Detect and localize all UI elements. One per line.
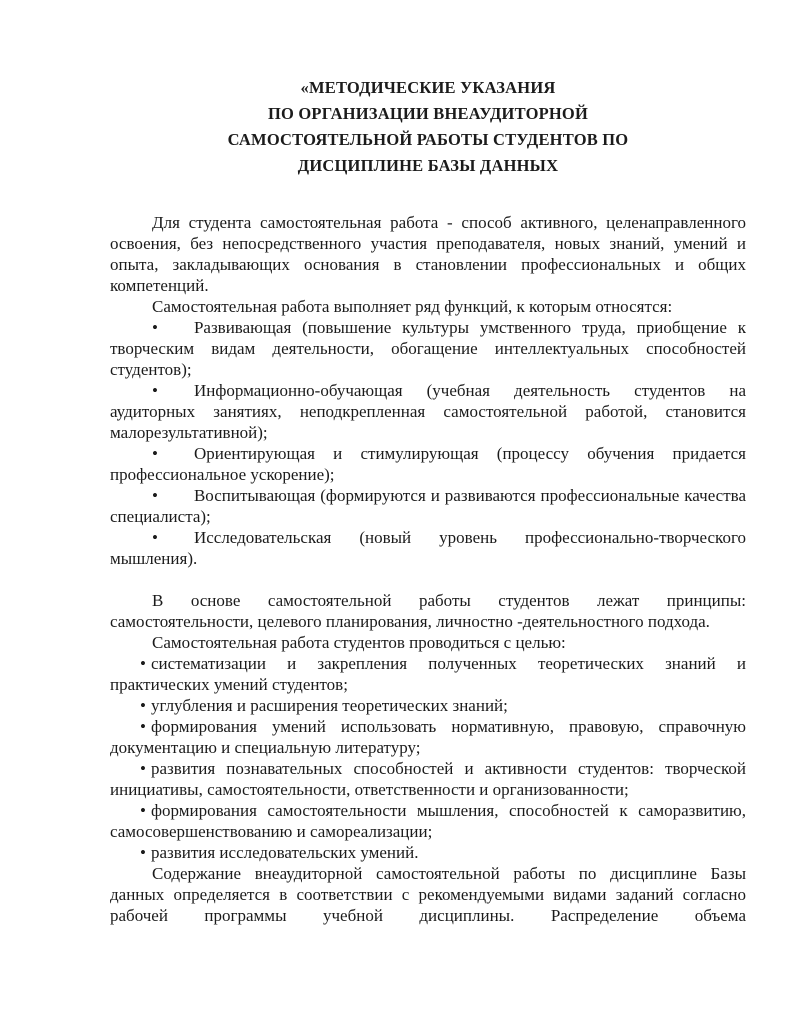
list-item (110, 800, 746, 842)
blank-line (110, 569, 746, 590)
bullet-icon: • (140, 654, 146, 673)
list-item (110, 842, 746, 863)
bullet-icon: • (152, 444, 158, 463)
title-line-2: ПО ОРГАНИЗАЦИИ ВНЕАУДИТОРНОЙ (268, 104, 588, 123)
paragraph-intro: Для студента самостоятельная работа - способ активного, целенаправленного освоения, без непосредственного участия преподавателя, новых знаний, умений и опыта, закладывающих основания в становлении профессиональных и общих компетенций. (110, 213, 746, 295)
bullet-icon: • (152, 486, 158, 505)
paragraph-content: Содержание внеаудиторной самостоятельной работы по дисциплине Базы данных определяется в соответствии с рекомендуемыми видами заданий согласно рабочей программы учебной дисциплины. Распределение объема (110, 864, 746, 925)
list-item (110, 443, 746, 485)
list-item-text: углубления и расширения теоретических знаний; (150, 696, 508, 715)
list-item (110, 758, 746, 800)
list-item-text: развития познавательных способностей и активности студентов: творческой инициативы, самостоятельности, ответственности и организованности; (110, 759, 746, 799)
list-item-text: формирования умений использовать нормативную, правовую, справочную документацию и специальную литературу; (110, 717, 746, 757)
list-item (110, 485, 746, 527)
title-line-3: САМОСТОЯТЕЛЬНОЙ РАБОТЫ СТУДЕНТОВ ПО (227, 130, 629, 149)
list-item (110, 653, 746, 695)
list-item (110, 716, 746, 758)
goals-list (110, 653, 746, 863)
bullet-icon: • (140, 759, 146, 778)
list-item-text: развития исследовательских умений. (150, 843, 419, 862)
bullet-icon: • (140, 696, 146, 715)
functions-list (110, 317, 746, 569)
list-item-text: систематизации и закрепления полученных теоретических знаний и практических умений студентов; (110, 654, 746, 694)
paragraph-goals-lead: Самостоятельная работа студентов проводиться с целью: (152, 633, 566, 652)
bullet-icon: • (140, 801, 146, 820)
bullet-icon: • (152, 318, 158, 337)
paragraph-principles: В основе самостоятельной работы студентов лежат принципы: самостоятельности, целевого планирования, личностно -деятельностного подхода. (110, 591, 746, 631)
list-item-text: Развивающая (повышение культуры умственного труда, приобщение к творческим видам деятельности, обогащение интеллектуальных способностей студентов); (110, 318, 746, 379)
bullet-icon: • (152, 528, 158, 547)
list-item (110, 380, 746, 443)
paragraph-functions-lead: Самостоятельная работа выполняет ряд функций, к которым относятся: (152, 297, 673, 316)
list-item-text: Информационно-обучающая (учебная деятельность студентов на аудиторных занятиях, неподкрепленная самостоятельной работой, становится малорезультативной); (110, 381, 746, 442)
bullet-icon: • (152, 381, 158, 400)
list-item-text: Исследовательская (новый уровень профессионально-творческого мышления). (110, 528, 746, 568)
list-item-text: формирования самостоятельности мышления, способностей к саморазвитию, самосовершенствованию и самореализации; (110, 801, 746, 841)
title-line-1: «МЕТОДИЧЕСКИЕ УКАЗАНИЯ (300, 78, 556, 97)
list-item-text: Ориентирующая и стимулирующая (процессу обучения придается профессиональное ускорение); (110, 444, 746, 484)
document-title (110, 75, 746, 179)
bullet-icon: • (140, 843, 146, 862)
list-item (110, 527, 746, 569)
title-line-4: ДИСЦИПЛИНЕ БАЗЫ ДАННЫХ (297, 156, 559, 175)
list-item (110, 695, 746, 716)
list-item-text: Воспитывающая (формируются и развиваются профессиональные качества специалиста); (110, 486, 746, 526)
list-item (110, 317, 746, 380)
bullet-icon: • (140, 717, 146, 736)
document-body (110, 212, 746, 926)
